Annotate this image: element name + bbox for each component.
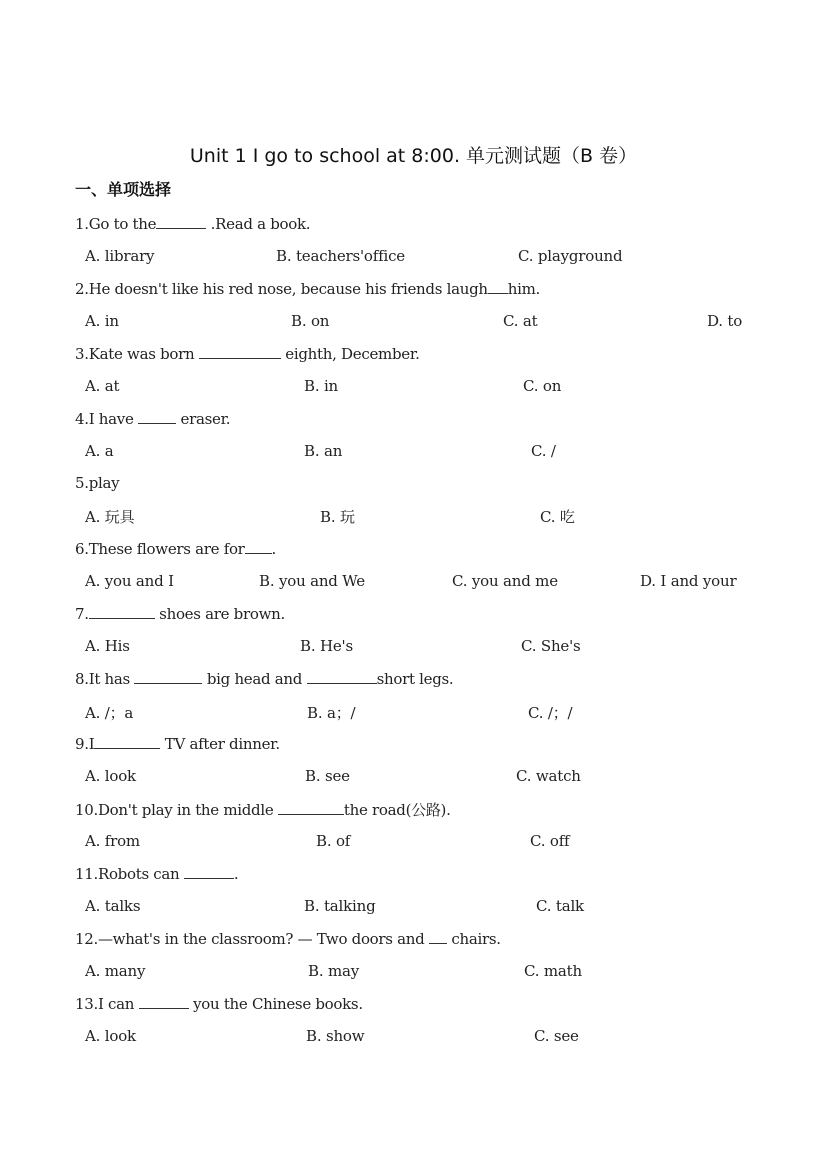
question-text: 6.These flowers are for [75,540,245,558]
option-c: C. math [524,962,582,980]
question-text: TV after dinner. [160,735,280,753]
answer-blank [307,669,377,684]
question-text: 12.—what's in the classroom? — Two doors and [75,930,429,948]
option-c: C. off [530,832,570,850]
section-heading: 一、单项选择 [75,180,172,199]
option-a: A. many [85,962,146,980]
question-7 [75,604,285,623]
option-a: A. look [85,767,136,785]
option-b: B. an [304,442,343,460]
question-6 [75,539,276,558]
question-text: 11.Robots can [75,865,184,883]
option-a: A. at [85,377,120,395]
question-text: short legs. [376,670,454,688]
option-c: C. talk [536,897,584,915]
option-c: C. She's [521,637,581,655]
question-text: . [233,865,239,883]
option-c: C. 吃 [540,508,575,526]
option-a: A. a [85,442,114,460]
option-a: A. in [85,312,119,330]
option-b: B. see [305,767,350,785]
question-text: 1.Go to the [75,215,157,233]
option-b: B. 玩 [320,508,355,526]
question-text: . [271,540,277,558]
option-a: A. you and I [85,572,174,590]
question-text: 3.Kate was born [75,345,199,363]
option-d: D. I and your [640,572,737,590]
question-4 [75,409,230,428]
question-5 [75,474,119,492]
question-text: .Read a book. [206,215,311,233]
option-a: A. from [85,832,140,850]
option-c: C. on [523,377,562,395]
option-d: D. to [707,312,743,330]
question-text: shoes are brown. [154,605,285,623]
answer-blank [156,214,206,229]
question-11 [75,864,238,883]
option-a: A. His [85,637,130,655]
answer-blank [89,604,155,619]
option-a: A. look [85,1027,136,1045]
question-text: 8.It has [75,670,135,688]
question-1 [75,214,310,233]
question-text: eraser. [176,410,231,428]
answer-blank [184,864,234,879]
page-title: Unit 1 I go to school at 8:00. 单元测试题（B 卷） [189,145,638,167]
question-text: big head and [202,670,307,688]
answer-blank [245,539,272,554]
option-b: B. show [306,1027,365,1045]
question-3 [75,344,420,363]
question-text: 13.I can [75,995,139,1013]
question-text: chairs. [446,930,501,948]
question-9 [75,734,280,753]
answer-blank [139,994,189,1009]
question-text: 5.play [75,474,120,492]
option-b: B. teachers'office [276,247,405,265]
answer-blank [488,279,508,294]
option-b: B. you and We [259,572,365,590]
option-b: B. talking [304,897,376,915]
question-text: 7. [75,605,89,623]
option-c: C. / [531,442,556,460]
question-text: 9.I [75,735,95,753]
option-b: B. a；/ [307,704,356,722]
question-text: the road(公路). [343,801,451,819]
answer-blank [199,344,281,359]
option-a: A. library [85,247,155,265]
option-c: C. /；/ [528,704,573,722]
option-a: A. /；a [85,704,134,722]
question-12 [75,929,501,948]
option-c: C. watch [516,767,581,785]
option-b: B. of [316,832,351,850]
question-10 [75,799,451,820]
question-text: you the Chinese books. [188,995,363,1013]
question-text: 2.He doesn't like his red nose, because his friends laugh [75,280,488,298]
question-text: eighth, December. [280,345,420,363]
answer-blank [278,800,344,815]
answer-blank [94,734,160,749]
option-a: A. talks [85,897,141,915]
question-8 [75,669,453,688]
answer-blank [134,669,202,684]
question-text: 4.I have [75,410,139,428]
option-b: B. on [291,312,330,330]
option-c: C. playground [518,247,623,265]
option-c: C. see [534,1027,579,1045]
answer-blank [138,409,176,424]
question-2 [75,279,540,298]
answer-blank [429,929,447,944]
option-b: B. He's [300,637,353,655]
option-c: C. you and me [452,572,558,590]
option-b: B. may [308,962,359,980]
question-13 [75,994,363,1013]
question-text: 10.Don't play in the middle [75,801,278,819]
option-a: A. 玩具 [85,508,135,526]
option-b: B. in [304,377,339,395]
question-text: him. [507,280,540,298]
option-c: C. at [503,312,538,330]
